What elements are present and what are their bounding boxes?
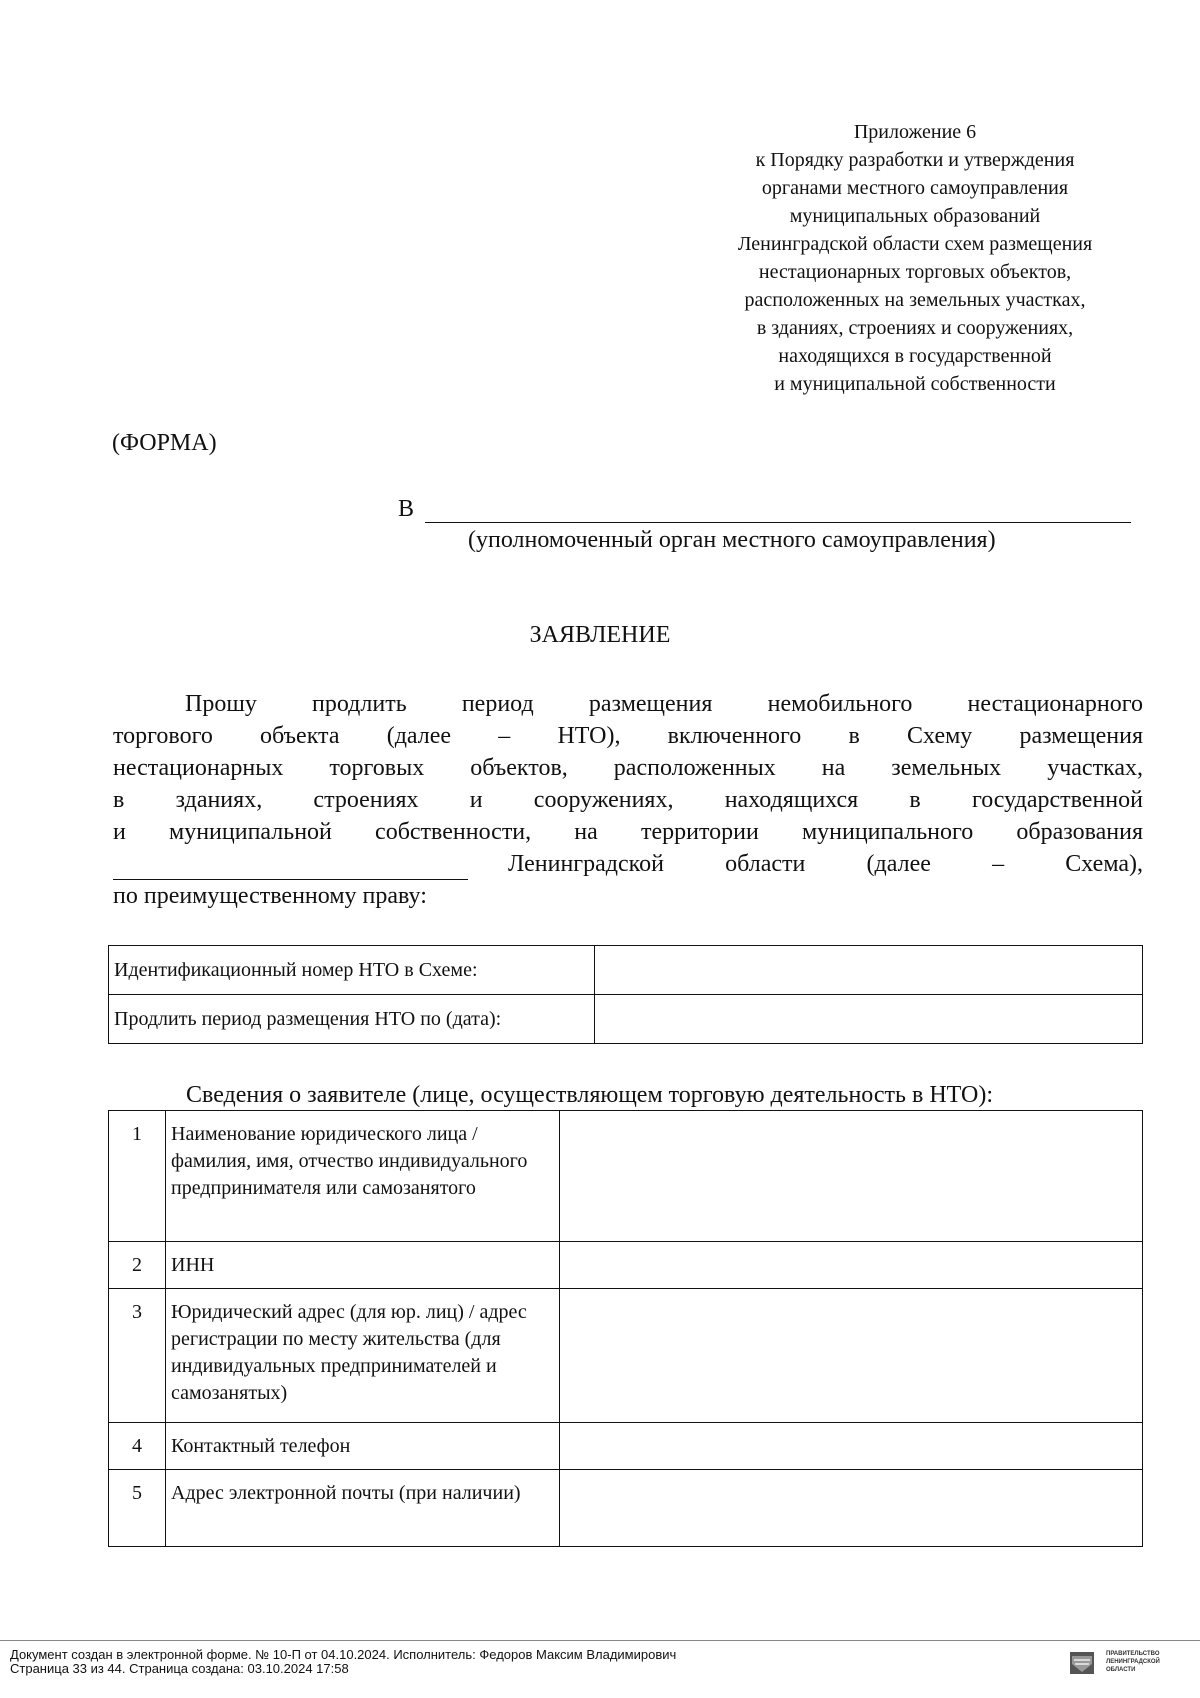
row-number: 1 (109, 1111, 166, 1242)
table-row (109, 946, 1143, 995)
appendix-line: находящихся в государственной (778, 345, 1052, 367)
row-label: Адрес электронной почты (при наличии) (166, 1470, 560, 1547)
applicant-table (108, 1110, 1143, 1547)
appendix-line: расположенных на земельных участках, (744, 289, 1086, 311)
table-row (109, 995, 1143, 1044)
body-line-tail: Ленинградской области (далее – Схема), (508, 851, 1143, 877)
row-number: 5 (109, 1470, 166, 1547)
table-row (109, 1423, 1143, 1470)
municipality-blank[interactable] (113, 857, 468, 880)
nto-table (108, 945, 1143, 1044)
row-label: Наименование юридического лица / фамилия, имя, отчество индивидуального предпринимателя или самозанятого (166, 1111, 560, 1242)
row-number: 2 (109, 1242, 166, 1289)
table-row (109, 1111, 1143, 1242)
body-line: торгового объекта (далее – НТО), включенного в Схему размещения (113, 723, 1143, 749)
table-row (109, 1242, 1143, 1289)
body-line: по преимущественному праву: (113, 883, 427, 909)
government-logo (1068, 1650, 1196, 1686)
row-label: ИНН (166, 1242, 560, 1289)
appendix-line: Приложение 6 (853, 121, 977, 143)
applicant-phone-value[interactable] (560, 1423, 1143, 1470)
appendix-line: Ленинградской области схем размещения (737, 233, 1093, 255)
body-line-municipality (113, 848, 1143, 880)
body-line: и муниципальной собственности, на территории муниципального образования (113, 819, 1143, 845)
nto-id-label: Идентификационный номер НТО в Схеме: (109, 946, 595, 995)
applicant-name-value[interactable] (560, 1111, 1143, 1242)
appendix-line: нестационарных торговых объектов, (758, 261, 1072, 283)
body-line: Прошу продлить период размещения немобильного нестационарного (185, 691, 1143, 717)
applicant-heading: Сведения о заявителе (лице, осуществляющем торговую деятельность в НТО): (186, 1082, 993, 1108)
applicant-email-value[interactable] (560, 1470, 1143, 1547)
applicant-address-value[interactable] (560, 1289, 1143, 1423)
footer-meta (10, 1648, 676, 1676)
logo-line: ПРАВИТЕЛЬСТВО (1106, 1651, 1160, 1657)
row-number: 3 (109, 1289, 166, 1423)
addressee-input-line[interactable] (425, 522, 1131, 523)
appendix-line: органами местного самоуправления (761, 177, 1069, 199)
appendix-line: муниципальных образований (789, 205, 1041, 227)
application-body (113, 688, 1143, 912)
logo-line: ОБЛАСТИ (1106, 1667, 1136, 1673)
region-emblem-icon (1070, 1652, 1094, 1674)
logo-line: ЛЕНИНГРАДСКОЙ (1106, 1659, 1160, 1665)
appendix-line: к Порядку разработки и утверждения (755, 149, 1075, 171)
logo-text (1106, 1650, 1160, 1674)
addressee-caption: (уполномоченный орган местного самоуправления) (468, 527, 996, 553)
form-label: (ФОРМА) (112, 430, 217, 456)
table-row (109, 1289, 1143, 1423)
row-label: Контактный телефон (166, 1423, 560, 1470)
table-row (109, 1470, 1143, 1547)
extend-date-value[interactable] (595, 995, 1143, 1044)
row-number: 4 (109, 1423, 166, 1470)
footer-divider (0, 1640, 1200, 1641)
row-label: Юридический адрес (для юр. лиц) / адрес регистрации по месту жительства (для индивидуальных предпринимателей и самозанятых) (166, 1289, 560, 1423)
nto-id-value[interactable] (595, 946, 1143, 995)
footer-doc-info: Документ создан в электронной форме. № 10-П от 04.10.2024. Исполнитель: Федоров Максим Владимирович (10, 1647, 677, 1662)
body-line: нестационарных торговых объектов, расположенных на земельных участках, (113, 755, 1143, 781)
addressee-prefix: В (398, 496, 415, 522)
footer-page-info: Страница 33 из 44. Страница создана: 03.10.2024 17:58 (10, 1661, 349, 1676)
appendix-line: в зданиях, строениях и сооружениях, (756, 317, 1074, 339)
body-line: в зданиях, строениях и сооружениях, находящихся в государственной (113, 787, 1143, 813)
appendix-header (680, 118, 1150, 398)
applicant-inn-value[interactable] (560, 1242, 1143, 1289)
appendix-line: и муниципальной собственности (774, 373, 1056, 395)
document-title: ЗАЯВЛЕНИЕ (529, 622, 671, 648)
extend-date-label: Продлить период размещения НТО по (дата): (109, 995, 595, 1044)
